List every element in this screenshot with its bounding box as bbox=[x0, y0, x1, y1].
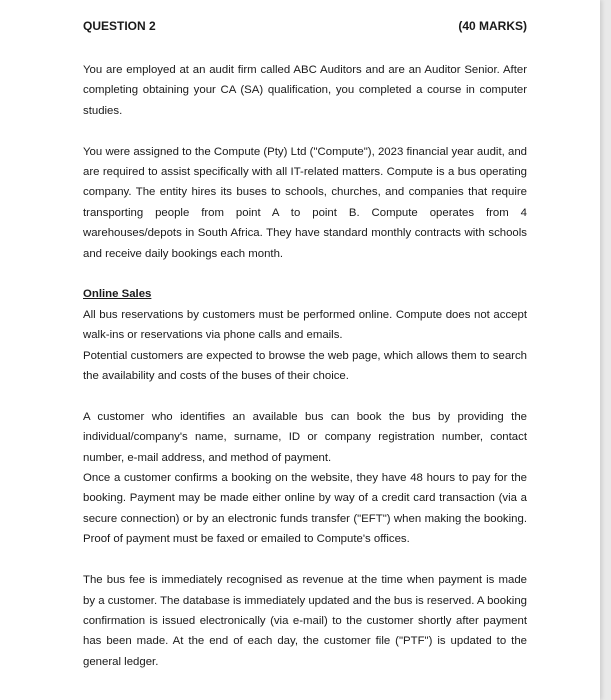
paragraph-reservations: All bus reservations by customers must be performed online. Compute does not accept walk-ins or reservations via phone calls and emails. bbox=[83, 308, 527, 342]
paragraph-revenue: The bus fee is immediately recognised as revenue at the time when payment is made by a customer. The database is immediately updated and the bus is reserved. A booking confirmation is issued electronically (via e-mail) to the customer shortly after payment has been made. At the end of each day, the customer file ("PTF") is updated to the general ledger. bbox=[83, 574, 527, 668]
paragraph-payment: Once a customer confirms a booking on the website, they have 48 hours to pay for the booking. Payment may be made either online by way of a credit card transaction (via a secure connection) or by an electronic funds transfer ("EFT") when making the booking. Proof of payment must be faxed or emailed to Compute's offices. bbox=[83, 472, 527, 546]
paragraph-booking-details: A customer who identifies an available bus can book the bus by providing the individual/company's name, surname, ID or company registration number, contact number, e-mail address, and method of payment. bbox=[83, 410, 527, 464]
question-marks: (40 MARKS) bbox=[458, 19, 527, 33]
paragraph-browse: Potential customers are expected to browse the web page, which allows them to search the availability and costs of the buses of their choice. bbox=[83, 349, 527, 383]
section-heading-online-sales: Online Sales bbox=[83, 288, 152, 301]
document-body bbox=[83, 60, 527, 672]
paragraph-background: You were assigned to the Compute (Pty) Ltd ("Compute"), 2023 financial year audit, and are required to assist specifically with all IT-related matters. Compute is a bus operating company. The entity hires its buses to schools, churches, and companies that require transporting people from point A to point B. Compute operates from 4 warehouses/depots in South Africa. They have standard monthly contracts with schools and receive daily bookings each month. bbox=[83, 145, 527, 260]
paragraph-intro: You are employed at an audit firm called ABC Auditors and are an Auditor Senior. After completing obtaining your CA (SA) qualification, you completed a course in computer studies. bbox=[83, 64, 527, 117]
question-title: QUESTION 2 bbox=[83, 19, 156, 33]
